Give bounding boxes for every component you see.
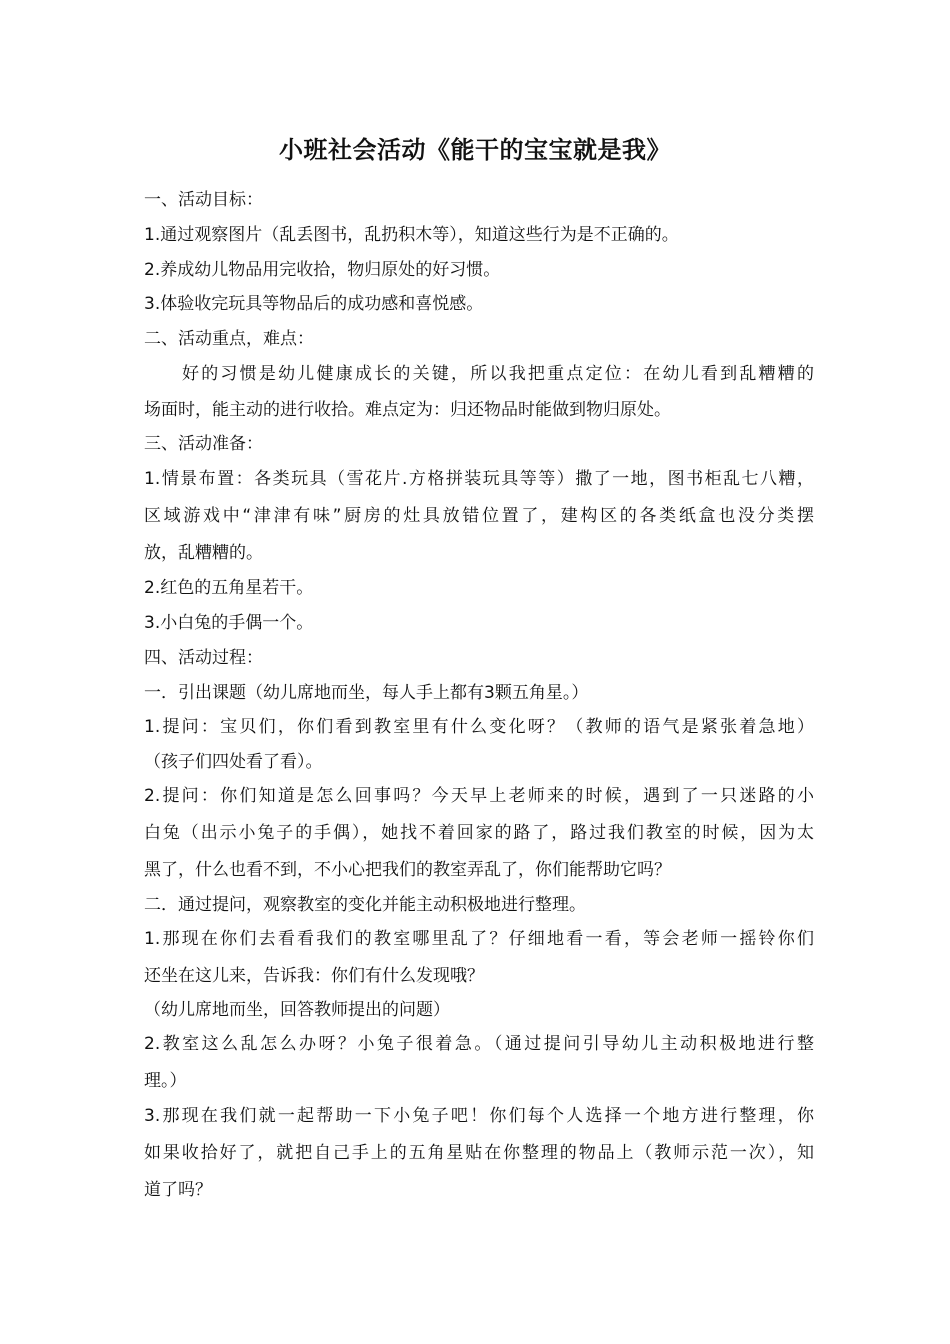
paragraph-line: 3.小白兔的手偶一个。 xyxy=(144,613,314,633)
paragraph-line: 2.养成幼儿物品用完收拾，物归原处的好习惯。 xyxy=(144,260,501,280)
section-heading-goals: 一、活动目标： xyxy=(144,190,263,210)
section-heading-process: 四、活动过程： xyxy=(144,648,263,668)
section-heading-preparation: 三、活动准备： xyxy=(144,434,263,454)
paragraph-line: 白兔（出示小兔子的手偶），她找不着回家的路了，路过我们教室的时候，因为太 xyxy=(144,823,814,843)
paragraph-line: 2.红色的五角星若干。 xyxy=(144,578,314,598)
section-heading-focus: 二、活动重点，难点： xyxy=(144,329,314,349)
paragraph-line: （孩子们四处看了看）。 xyxy=(144,752,323,772)
paragraph-line: 一．引出课题（幼儿席地而坐，每人手上都有3颗五角星。） xyxy=(144,683,589,703)
paragraph-line: （幼儿席地而坐，回答教师提出的问题） xyxy=(144,1000,450,1020)
paragraph-line: 1.那现在你们去看看我们的教室哪里乱了？仔细地看一看，等会老师一摇铃你们 xyxy=(144,929,814,949)
paragraph-line: 还坐在这儿来，告诉我：你们有什么发现哦？ xyxy=(144,966,484,986)
paragraph-line: 2.教室这么乱怎么办呀？小兔子很着急。（通过提问引导幼儿主动积极地进行整 xyxy=(144,1034,814,1054)
paragraph-line: 3.体验收完玩具等物品后的成功感和喜悦感。 xyxy=(144,294,484,314)
paragraph-line: 1.通过观察图片（乱丢图书，乱扔积木等），知道这些行为是不正确的。 xyxy=(144,225,679,245)
document-title: 小班社会活动《能干的宝宝就是我》 xyxy=(279,136,671,164)
paragraph-line: 3.那现在我们就一起帮助一下小兔子吧！你们每个人选择一个地方进行整理，你 xyxy=(144,1106,814,1126)
paragraph-line: 如果收拾好了，就把自己手上的五角星贴在你整理的物品上（教师示范一次），知 xyxy=(144,1143,814,1163)
paragraph-line: 好的习惯是幼儿健康成长的关键，所以我把重点定位：在幼儿看到乱糟糟的 xyxy=(182,364,814,384)
paragraph-line: 道了吗？ xyxy=(144,1180,212,1200)
paragraph-line: 理。） xyxy=(144,1071,187,1091)
paragraph-line: 场面时，能主动的进行收拾。难点定为：归还物品时能做到物归原处。 xyxy=(144,400,671,420)
paragraph-line: 2.提问：你们知道是怎么回事吗？今天早上老师来的时候，遇到了一只迷路的小 xyxy=(144,786,814,806)
paragraph-line: 1.情景布置：各类玩具（雪花片.方格拼装玩具等等）撒了一地，图书柜乱七八糟， xyxy=(144,469,814,489)
paragraph-line: 1.提问：宝贝们，你们看到教室里有什么变化呀？（教师的语气是紧张着急地） xyxy=(144,717,814,737)
paragraph-line: 二．通过提问，观察教室的变化并能主动积极地进行整理。 xyxy=(144,895,586,915)
paragraph-line: 黑了，什么也看不到，不小心把我们的教室弄乱了，你们能帮助它吗？ xyxy=(144,860,671,880)
paragraph-line: 区域游戏中“津津有味”厨房的灶具放错位置了，建构区的各类纸盒也没分类摆 xyxy=(144,506,814,526)
paragraph-line: 放，乱糟糟的。 xyxy=(144,543,263,563)
